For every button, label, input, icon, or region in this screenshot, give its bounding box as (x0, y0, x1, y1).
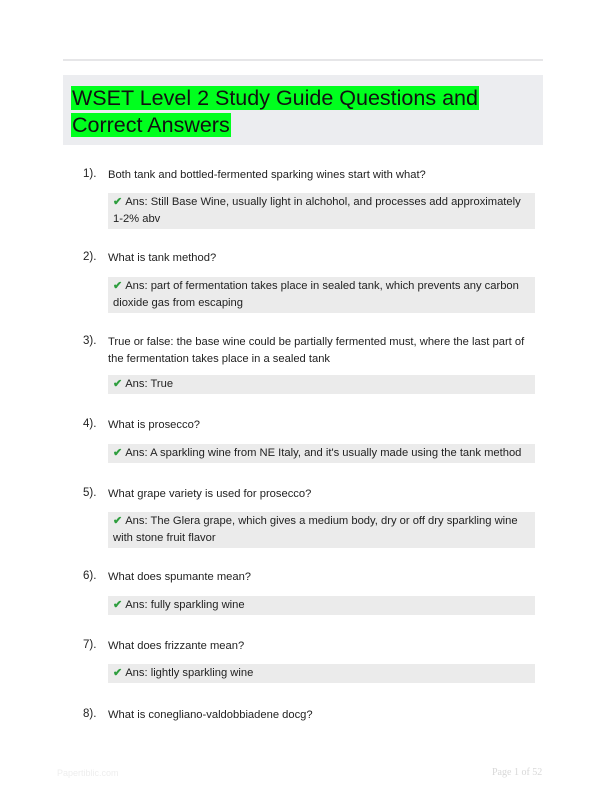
answer-box (108, 193, 535, 229)
question-number: 4). (83, 418, 97, 430)
question-text: What is tank method? (108, 252, 217, 264)
page-number: Page 1 of 52 (492, 767, 543, 778)
answer-text: Ans: lightly sparkling wine (125, 667, 254, 679)
check-icon: ✔ (113, 599, 123, 611)
check-icon: ✔ (113, 378, 123, 390)
footer-watermark: Papertiblic.com (57, 768, 119, 778)
question-number: 6). (83, 570, 97, 582)
question-number: 8). (83, 708, 97, 720)
answer-text: Ans: fully sparkling wine (125, 599, 245, 611)
answer-box (108, 375, 535, 394)
answer-box (108, 444, 535, 463)
question-number: 2). (83, 251, 97, 263)
question-text: What is prosecco? (108, 419, 201, 431)
top-divider (63, 59, 543, 61)
question-number: 1). (83, 168, 97, 180)
question-text: True or false: the base wine could be partially fermented must, where the last part of the fermentation takes place in a sealed tank (108, 336, 525, 365)
question-text: What is conegliano-valdobbiadene docg? (108, 709, 313, 721)
check-icon: ✔ (113, 447, 123, 459)
answer-box (108, 512, 535, 548)
answer-text: Ans: True (125, 378, 174, 390)
answer-text: Ans: Still Base Wine, usually light in alchohol, and processes add approximately 1-2% abv (113, 196, 521, 225)
answer-text: Ans: A sparkling wine from NE Italy, and it's usually made using the tank method (125, 447, 522, 459)
question-text: What does spumante mean? (108, 571, 252, 583)
question-number: 7). (83, 639, 97, 651)
check-icon: ✔ (113, 196, 123, 208)
answer-text: Ans: part of fermentation takes place in sealed tank, which prevents any carbon dioxide gas from escaping (113, 280, 519, 309)
answer-text: Ans: The Glera grape, which gives a medium body, dry or off dry sparkling wine with stone fruit flavor (113, 515, 518, 544)
check-icon: ✔ (113, 515, 123, 527)
check-icon: ✔ (113, 280, 123, 292)
document-title: WSET Level 2 Study Guide Questions and Correct Answers (72, 86, 478, 137)
answer-box (108, 277, 535, 313)
question-text: What does frizzante mean? (108, 640, 245, 652)
answer-box (108, 664, 535, 683)
answer-box (108, 596, 535, 615)
question-text: What grape variety is used for prosecco? (108, 488, 312, 500)
question-number: 3). (83, 335, 97, 347)
check-icon: ✔ (113, 667, 123, 679)
question-text: Both tank and bottled-fermented sparking wines start with what? (108, 169, 426, 181)
question-number: 5). (83, 487, 97, 499)
